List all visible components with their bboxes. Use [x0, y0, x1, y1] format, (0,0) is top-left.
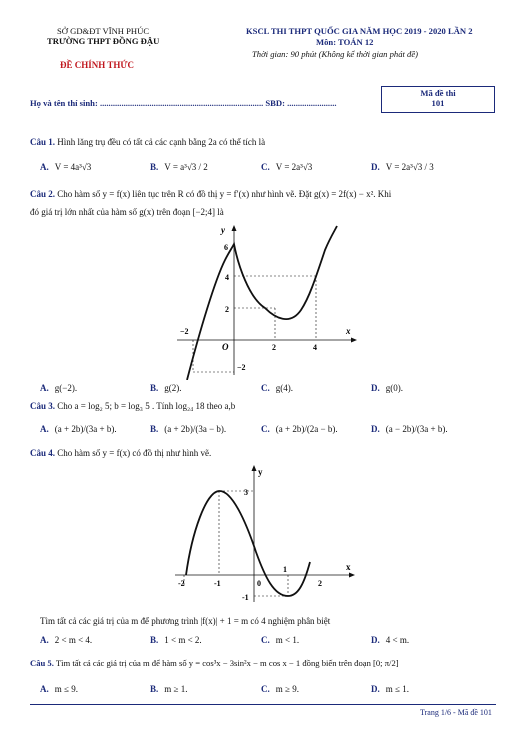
q2-option-a[interactable]: A. g(−2).: [40, 383, 78, 393]
question-4-number: Câu 4.: [30, 448, 56, 458]
exam-time: Thời gian: 90 phút (Không kể thời gian phát đề): [252, 49, 418, 59]
q4-option-d[interactable]: D. 4 < m.: [371, 635, 410, 645]
tick-x-neg2: −2: [180, 327, 189, 336]
exam-code-value: 101: [431, 98, 445, 108]
question-4-text: Cho hàm số y = f(x) có đồ thị như hình vẽ.: [57, 448, 212, 458]
tick-y-6: 6: [224, 243, 228, 252]
school-name: TRƯỜNG THPT ĐỒNG ĐẬU: [47, 36, 160, 46]
exam-code-box: [381, 86, 495, 113]
question-1: [30, 137, 265, 147]
page-footer: Trang 1/6 - Mã đề 101: [420, 708, 492, 717]
tick-x-0: 0: [257, 579, 261, 588]
exam-subject: Môn: TOÁN 12: [316, 37, 374, 47]
q5-option-c[interactable]: C. m ≥ 9.: [261, 684, 299, 694]
q3-option-a[interactable]: A. (a + 2b)/(3a + b).: [40, 424, 117, 434]
tick-x-1: 1: [283, 565, 287, 574]
q2-option-d[interactable]: D. g(0).: [371, 383, 403, 393]
y-axis-arrow: [232, 225, 237, 231]
q1-option-b[interactable]: B. V = a³√3 / 2: [150, 162, 208, 172]
tick-x-2: 2: [318, 579, 322, 588]
q2-option-b[interactable]: B. g(2).: [150, 383, 182, 393]
tick-x-4: 4: [313, 343, 317, 352]
graph-derivative: [165, 220, 365, 380]
tick-y-2: 2: [225, 305, 229, 314]
graph-function: [170, 462, 360, 607]
tick-x-neg2: -2: [178, 579, 185, 588]
q3-option-d[interactable]: D. (a − 2b)/(3a + b).: [371, 424, 448, 434]
question-3: [30, 401, 235, 411]
x-axis-label: x: [346, 562, 351, 572]
function-curve: [186, 491, 310, 596]
question-2-text-line2: đó giá trị lớn nhất của hàm số g(x) trên đoạn [−2;4] là: [30, 207, 224, 217]
question-2: [30, 189, 391, 199]
q4-option-b[interactable]: B. 1 < m < 2.: [150, 635, 202, 645]
tick-x-2: 2: [272, 343, 276, 352]
question-5-number: Câu 5.: [30, 658, 54, 668]
q3-option-b[interactable]: B. (a + 2b)/(3a − b).: [150, 424, 227, 434]
exam-code-label: Mã đề thi: [420, 88, 456, 98]
dept-name: SỞ GD&ĐT VĨNH PHÚC: [57, 26, 150, 36]
q4-option-a[interactable]: A. 2 < m < 4.: [40, 635, 93, 645]
tick-y-neg1: -1: [242, 593, 249, 602]
question-3-number: Câu 3.: [30, 401, 56, 411]
q5-option-d[interactable]: D. m ≤ 1.: [371, 684, 409, 694]
question-2-number: Câu 2.: [30, 189, 56, 199]
question-4-text-line2: Tìm tất cả các giá trị của m để phương trình |f(x)| + 1 = m có 4 nghiệm phân biệt: [40, 616, 331, 626]
footer-rule: [30, 704, 496, 705]
q4-option-c[interactable]: C. m < 1.: [261, 635, 300, 645]
question-4: [30, 448, 211, 458]
y-axis-arrow: [252, 465, 257, 471]
question-5: [30, 658, 399, 668]
q1-option-c[interactable]: C. V = 2a³√3: [261, 162, 313, 172]
student-info-line: Họ và tên thí sinh: ............................................................................ SBD: .......................: [30, 98, 337, 108]
origin-label: O: [222, 342, 229, 352]
q5-option-a[interactable]: A. m ≤ 9.: [40, 684, 78, 694]
question-1-number: Câu 1.: [30, 137, 56, 147]
x-axis-label: x: [346, 326, 351, 336]
q5-option-b[interactable]: B. m ≥ 1.: [150, 684, 188, 694]
tick-y-4: 4: [225, 273, 229, 282]
exam-title: KSCL THI THPT QUỐC GIA NĂM HỌC 2019 - 2020 LẦN 2: [246, 26, 473, 36]
question-5-text: Tìm tất cả các giá trị của m để hàm số y = cos³x − 3sin²x − m cos x − 1 đồng biến trên đoạn [0; π/2]: [55, 658, 399, 668]
q3-option-c[interactable]: C. (a + 2b)/(2a − b).: [261, 424, 338, 434]
question-1-text: Hình lăng trụ đều có tất cả các cạnh bằng 2a có thể tích là: [57, 137, 266, 147]
question-3-text: Cho a = log₂ 5; b = log₃ 5 . Tính log₂₄ 18 theo a,b: [57, 401, 236, 411]
question-2-text: Cho hàm số y = f(x) liên tục trên R có đồ thị y = f′(x) như hình vẽ. Đặt g(x) = 2f(x) − x². Khi: [57, 189, 392, 199]
tick-x-neg1: -1: [214, 579, 221, 588]
official-label: ĐỀ CHÍNH THỨC: [60, 60, 135, 70]
y-axis-label: y: [221, 225, 225, 235]
tick-y-neg2: −2: [237, 363, 246, 372]
q1-option-a[interactable]: A. V = 4a³√3: [40, 162, 92, 172]
derivative-curve: [187, 226, 337, 380]
x-axis-arrow: [349, 573, 355, 578]
q2-option-c[interactable]: C. g(4).: [261, 383, 293, 393]
q1-option-d[interactable]: D. V = 2a³√3 / 3: [371, 162, 434, 172]
x-axis-arrow: [351, 338, 357, 343]
y-axis-label: y: [258, 467, 263, 477]
tick-y-3: 3: [244, 488, 248, 497]
